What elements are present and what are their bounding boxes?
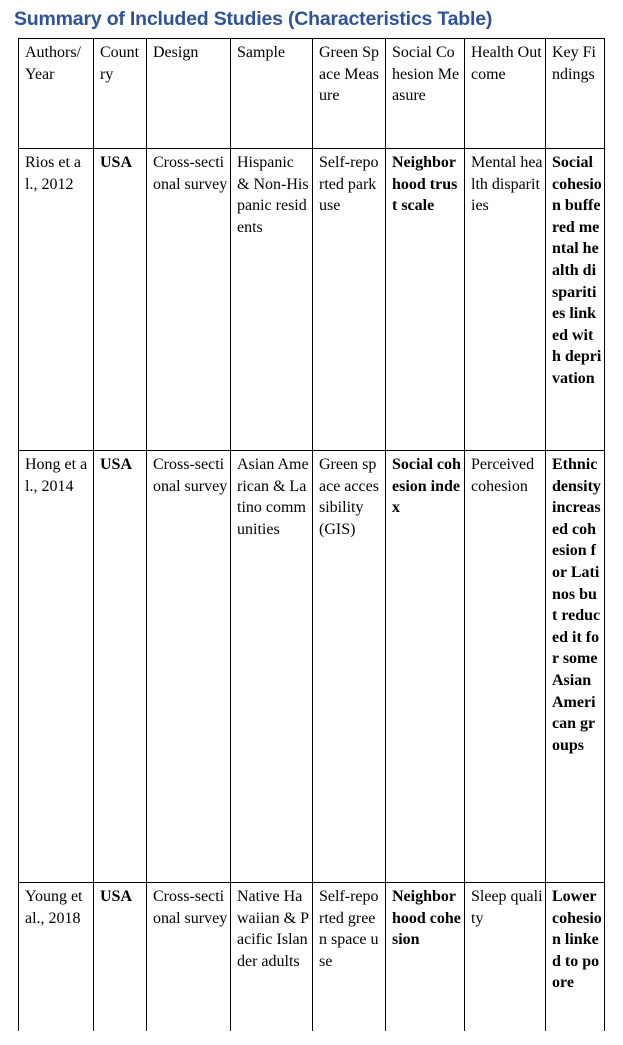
header-cell-social-cohesion: Social Cohesion Measure: [386, 39, 465, 149]
cell-green-space: Green space accessibility (GIS): [313, 451, 386, 883]
cell-country: USA: [94, 149, 147, 451]
cell-country: USA: [94, 451, 147, 883]
cell-design: Cross-sectional survey: [147, 883, 231, 1032]
cell-health-outcome: Sleep quality: [465, 883, 546, 1032]
cell-sample: Native Hawaiian & Pacific Islander adults: [231, 883, 313, 1032]
table-row: [19, 883, 605, 1032]
header-cell-key-findings: Key Findings: [546, 39, 605, 149]
cell-social-cohesion: Neighborhood trust scale: [386, 149, 465, 451]
cell-health-outcome: Perceived cohesion: [465, 451, 546, 883]
header-cell-green-space: Green Space Measure: [313, 39, 386, 149]
cell-health-outcome: Mental health disparities: [465, 149, 546, 451]
cell-author: Young et al., 2018: [19, 883, 94, 1032]
header-cell-health-outcome: Health Outcome: [465, 39, 546, 149]
cell-sample: Asian American & Latino communities: [231, 451, 313, 883]
cell-author: Rios et al., 2012: [19, 149, 94, 451]
cell-green-space: Self-reported park use: [313, 149, 386, 451]
header-cell-sample: Sample: [231, 39, 313, 149]
table-row: [19, 149, 605, 451]
header-cell-country: Country: [94, 39, 147, 149]
header-row: [19, 39, 605, 149]
cell-sample: Hispanic & Non-Hispanic residents: [231, 149, 313, 451]
cell-country: USA: [94, 883, 147, 1032]
cell-green-space: Self-reported green space use: [313, 883, 386, 1032]
cell-design: Cross-sectional survey: [147, 149, 231, 451]
cell-social-cohesion: Neighborhood cohesion: [386, 883, 465, 1032]
table-title: Summary of Included Studies (Characteristics Table): [14, 8, 493, 30]
header-cell-design: Design: [147, 39, 231, 149]
cell-key-findings: Ethnic density increased cohesion for Latinos but reduced it for some Asian American groups: [546, 451, 605, 883]
table-row: [19, 451, 605, 883]
header-cell-author: Authors/Year: [19, 39, 94, 149]
cell-key-findings: Social cohesion buffered mental health disparities linked with deprivation: [546, 149, 605, 451]
cell-author: Hong et al., 2014: [19, 451, 94, 883]
cell-design: Cross-sectional survey: [147, 451, 231, 883]
characteristics-table: [18, 38, 605, 1031]
cell-key-findings: Lower cohesion linked to poore: [546, 883, 605, 1032]
cell-social-cohesion: Social cohesion index: [386, 451, 465, 883]
